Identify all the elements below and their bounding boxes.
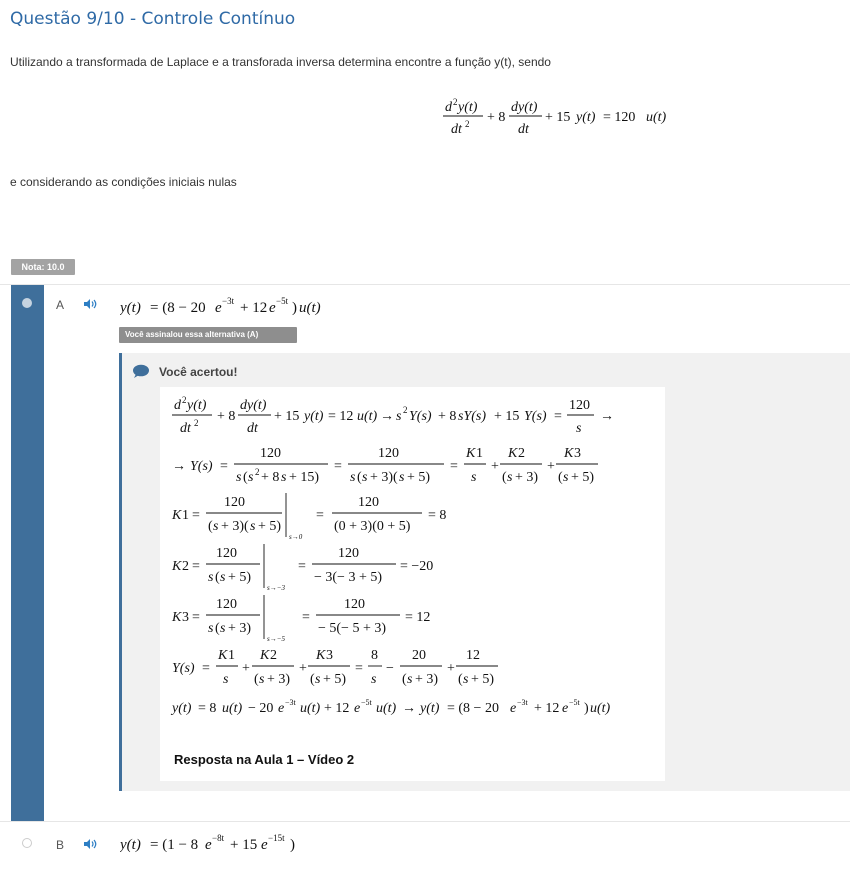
svg-text:− 5(− 5 + 3): − 5(− 5 + 3): [318, 621, 387, 636]
solution-image: [160, 387, 665, 781]
svg-text:s: s: [463, 672, 469, 687]
svg-text:+: +: [447, 661, 455, 676]
svg-text:=: =: [554, 409, 562, 424]
solution-line-6: [172, 648, 498, 687]
svg-text:d: d: [174, 398, 181, 413]
svg-text:−5t: −5t: [569, 698, 580, 707]
svg-text:120: 120: [569, 398, 590, 413]
svg-text:120: 120: [344, 597, 365, 612]
svg-text:d: d: [445, 100, 452, 115]
svg-text:(: (: [215, 570, 220, 585]
svg-text:=: =: [302, 610, 310, 625]
svg-text:=: =: [355, 661, 363, 676]
svg-text:2: 2: [194, 418, 199, 428]
svg-text:dt: dt: [180, 421, 191, 436]
svg-text:Y(s): Y(s): [190, 459, 213, 474]
option-letter: A: [56, 298, 65, 312]
radio-icon[interactable]: [22, 838, 32, 848]
svg-text:s: s: [259, 672, 265, 687]
selected-indicator-bar: [11, 285, 44, 821]
svg-text:y(t): y(t): [187, 398, 207, 413]
svg-text:120: 120: [216, 597, 237, 612]
svg-text:+ 12: + 12: [240, 300, 268, 316]
svg-text:y(t): y(t): [120, 837, 141, 853]
svg-text:= 12: = 12: [405, 610, 431, 625]
svg-text:+ 3)(: + 3)(: [370, 470, 398, 485]
svg-text:+ 12: + 12: [324, 701, 350, 716]
svg-text:−5t: −5t: [361, 698, 372, 707]
svg-text:+ 15: + 15: [494, 409, 520, 424]
svg-text:s: s: [213, 519, 219, 534]
svg-text:2: 2: [270, 648, 277, 663]
svg-text:y(t): y(t): [420, 701, 440, 716]
svg-text:s: s: [399, 470, 405, 485]
svg-text:= (1 − 8: = (1 − 8: [150, 837, 199, 853]
svg-text:= (8 − 20: = (8 − 20: [447, 701, 499, 716]
svg-text:s: s: [248, 470, 254, 485]
svg-text:1: 1: [182, 508, 189, 523]
svg-text:→: →: [402, 701, 416, 716]
svg-text:s: s: [362, 470, 368, 485]
selected-alternative-badge: Você assinalou essa alternativa (A): [119, 327, 297, 343]
svg-text:s: s: [315, 672, 321, 687]
svg-text:−3t: −3t: [222, 296, 235, 306]
svg-text:u(t): u(t): [299, 300, 321, 316]
svg-text:2: 2: [518, 446, 525, 461]
svg-text:2: 2: [453, 97, 458, 107]
svg-text:+ 15: + 15: [545, 110, 571, 125]
svg-text:(: (: [558, 470, 563, 485]
grade-badge: Nota: 10.0: [11, 259, 75, 275]
svg-text:u(t): u(t): [590, 701, 611, 716]
svg-text:+ 5): + 5): [323, 672, 347, 687]
svg-text:dy(t): dy(t): [240, 398, 267, 413]
svg-text:s: s: [250, 519, 256, 534]
svg-text:120: 120: [224, 495, 245, 510]
svg-text:+ 8: + 8: [438, 409, 457, 424]
question-title: Questão 9/10 - Controle Contínuo: [10, 9, 296, 29]
svg-text:+: +: [242, 661, 250, 676]
svg-text:(: (: [254, 672, 259, 687]
svg-text:K: K: [508, 446, 518, 461]
svg-text:+ 3): + 3): [415, 672, 439, 687]
svg-text:−3t: −3t: [517, 698, 528, 707]
svg-text:(: (: [215, 621, 220, 636]
svg-text:+ 3): + 3): [515, 470, 539, 485]
svg-text:= 12: = 12: [328, 409, 354, 424]
solution-line-2: [172, 446, 598, 485]
svg-text:s: s: [563, 470, 569, 485]
svg-text:s: s: [220, 621, 226, 636]
svg-text:+ 3)(: + 3)(: [221, 519, 249, 534]
svg-text:s: s: [223, 672, 229, 687]
question-conditions: e considerando as condições iniciais nulas: [10, 175, 237, 189]
svg-text:− 20: − 20: [248, 701, 274, 716]
svg-text:2: 2: [182, 559, 189, 574]
option-formula: [120, 828, 320, 863]
svg-text:y(t): y(t): [172, 701, 192, 716]
svg-text:s: s: [208, 570, 214, 585]
svg-text:→: →: [380, 409, 394, 424]
svg-text:+: +: [491, 459, 499, 474]
svg-text:s: s: [471, 470, 477, 485]
svg-text:+ 15: + 15: [274, 409, 300, 424]
svg-text:e: e: [354, 701, 361, 716]
svg-text:→: →: [600, 409, 614, 424]
svg-text:s: s: [220, 570, 226, 585]
svg-text:(: (: [208, 519, 213, 534]
svg-text:2: 2: [182, 395, 187, 405]
svg-text:s: s: [350, 470, 356, 485]
svg-text:− 3(− 3 + 5): − 3(− 3 + 5): [314, 570, 383, 585]
svg-text:dy(t): dy(t): [511, 100, 538, 115]
svg-text:+ 3): + 3): [228, 621, 252, 636]
svg-text:+ 3): + 3): [267, 672, 291, 687]
svg-text:(: (: [310, 672, 315, 687]
svg-text:+ 15): + 15): [289, 470, 320, 485]
svg-text:Y(s): Y(s): [409, 409, 432, 424]
svg-text:): ): [292, 300, 297, 316]
svg-text:s: s: [371, 672, 377, 687]
solution-line-3: [171, 493, 446, 541]
feedback-title: Você acertou!: [159, 365, 238, 379]
svg-text:=: =: [450, 459, 458, 474]
svg-text:K: K: [316, 648, 326, 663]
svg-text:s: s: [236, 470, 242, 485]
svg-text:2: 2: [465, 119, 470, 129]
svg-text:= (8 − 20: = (8 − 20: [150, 300, 206, 316]
svg-text:3: 3: [574, 446, 581, 461]
svg-text:−3t: −3t: [285, 698, 296, 707]
answer-option-a[interactable]: [0, 284, 850, 821]
svg-text:(: (: [243, 470, 248, 485]
svg-text:s→−5: s→−5: [267, 635, 285, 643]
svg-text:s: s: [396, 409, 402, 424]
svg-text:e: e: [205, 837, 212, 853]
svg-text:K: K: [564, 446, 574, 461]
svg-text:sY(s): sY(s): [458, 409, 487, 424]
svg-text:+ 5): + 5): [258, 519, 282, 534]
speaker-icon[interactable]: [83, 837, 97, 849]
svg-text:dt: dt: [518, 122, 529, 137]
speaker-icon[interactable]: [83, 297, 97, 309]
svg-text:+ 12: + 12: [534, 701, 560, 716]
svg-text:K: K: [260, 648, 270, 663]
svg-text:K: K: [172, 508, 182, 523]
question-intro: Utilizando a transformada de Laplace e a transforada inversa determina encontre a função y(t), sendo: [10, 55, 551, 69]
svg-text:Y(s): Y(s): [524, 409, 547, 424]
svg-text:+ 8: + 8: [487, 110, 506, 125]
svg-text:=: =: [316, 508, 324, 523]
svg-text:3: 3: [326, 648, 333, 663]
option-formula: [120, 291, 340, 326]
svg-text:=: =: [202, 661, 210, 676]
svg-text:120: 120: [338, 546, 359, 561]
svg-text:=: =: [334, 459, 342, 474]
svg-text:120: 120: [378, 446, 399, 461]
svg-text:dt: dt: [247, 421, 258, 436]
svg-text:): ): [290, 837, 295, 853]
svg-text:1: 1: [476, 446, 483, 461]
option-letter: B: [56, 838, 65, 852]
svg-text:8: 8: [371, 648, 378, 663]
svg-text:=: =: [192, 508, 200, 523]
svg-text:→: →: [172, 459, 186, 474]
svg-text:y(t): y(t): [120, 300, 141, 316]
svg-text:= 8: = 8: [428, 508, 447, 523]
svg-text:s: s: [576, 421, 582, 436]
svg-text:s→0: s→0: [289, 533, 303, 541]
svg-text:+ 8: + 8: [217, 409, 236, 424]
svg-text:120: 120: [358, 495, 379, 510]
svg-text:Y(s): Y(s): [172, 661, 195, 676]
svg-text:+: +: [547, 459, 555, 474]
svg-text:12: 12: [466, 648, 480, 663]
svg-text:+ 5): + 5): [407, 470, 431, 485]
svg-text:u(t): u(t): [222, 701, 243, 716]
svg-text:= 120: = 120: [603, 110, 636, 125]
svg-text:+ 5): + 5): [471, 672, 495, 687]
svg-text:s: s: [208, 621, 214, 636]
svg-text:3: 3: [182, 610, 189, 625]
answer-option-b[interactable]: [0, 821, 850, 869]
svg-text:u(t): u(t): [376, 701, 397, 716]
solution-reference: Resposta na Aula 1 – Vídeo 2: [174, 752, 355, 767]
svg-text:1: 1: [228, 648, 235, 663]
svg-text:(: (: [502, 470, 507, 485]
svg-text:−: −: [386, 661, 394, 676]
svg-text:(: (: [402, 672, 407, 687]
svg-text:+ 8: + 8: [261, 470, 280, 485]
radio-icon[interactable]: [22, 298, 32, 308]
svg-text:u(t): u(t): [357, 409, 378, 424]
svg-text:y(t): y(t): [458, 100, 478, 115]
solution-line-4: [171, 544, 433, 592]
svg-text:s: s: [407, 672, 413, 687]
svg-text:120: 120: [216, 546, 237, 561]
svg-text:y(t): y(t): [304, 409, 324, 424]
question-equation: [441, 96, 681, 147]
svg-text:20: 20: [412, 648, 426, 663]
svg-text:u(t): u(t): [646, 110, 667, 125]
svg-text:−5t: −5t: [276, 296, 289, 306]
svg-text:K: K: [172, 559, 182, 574]
svg-text:e: e: [269, 300, 276, 316]
svg-text:(: (: [357, 470, 362, 485]
svg-text:e: e: [261, 837, 268, 853]
svg-text:+ 15: + 15: [230, 837, 258, 853]
speech-bubble-icon: [132, 364, 150, 384]
svg-text:+ 5): + 5): [228, 570, 252, 585]
svg-text:=: =: [298, 559, 306, 574]
svg-text:120: 120: [260, 446, 281, 461]
svg-text:e: e: [510, 701, 517, 716]
svg-text:=: =: [192, 610, 200, 625]
svg-text:dt: dt: [451, 122, 462, 137]
svg-text:(0 + 3)(0 + 5): (0 + 3)(0 + 5): [334, 519, 411, 534]
svg-text:): ): [584, 701, 589, 716]
svg-text:−8t: −8t: [212, 833, 225, 843]
svg-text:(: (: [458, 672, 463, 687]
solution-line-1: [172, 395, 614, 436]
svg-text:K: K: [466, 446, 476, 461]
svg-text:u(t): u(t): [300, 701, 321, 716]
svg-text:2: 2: [403, 405, 408, 415]
svg-text:= −20: = −20: [400, 559, 434, 574]
svg-text:e: e: [562, 701, 569, 716]
svg-text:=: =: [220, 459, 228, 474]
feedback-panel: [119, 353, 850, 791]
svg-text:s: s: [507, 470, 513, 485]
svg-text:= 8: = 8: [198, 701, 217, 716]
solution-line-5: [171, 595, 430, 643]
svg-text:+ 5): + 5): [571, 470, 595, 485]
svg-text:+: +: [299, 661, 307, 676]
svg-text:−15t: −15t: [268, 833, 285, 843]
svg-text:=: =: [192, 559, 200, 574]
svg-text:K: K: [172, 610, 182, 625]
svg-text:y(t): y(t): [576, 110, 596, 125]
svg-text:2: 2: [255, 467, 260, 477]
svg-text:s→−3: s→−3: [267, 584, 285, 592]
svg-text:s: s: [281, 470, 287, 485]
svg-text:e: e: [215, 300, 222, 316]
solution-line-7: [170, 698, 611, 716]
svg-text:e: e: [278, 701, 285, 716]
svg-text:K: K: [218, 648, 228, 663]
